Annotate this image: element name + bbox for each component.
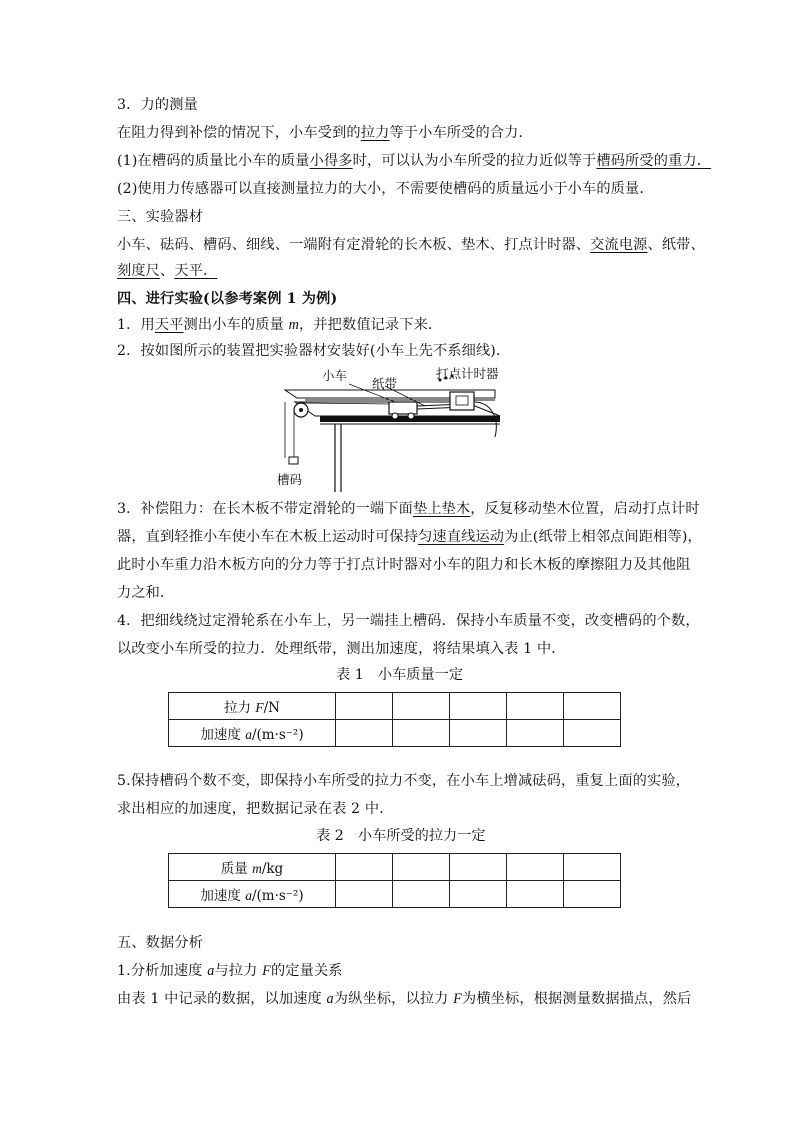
step-5-line2: 求出相应的加速度，把数据记录在表 2 中． <box>117 801 394 817</box>
section-title-force-measurement: 3．力的测量 <box>117 97 198 113</box>
cart-icon <box>389 402 417 414</box>
step-1: 1．用天平测出小车的质量 m，并把数值记录下来． <box>117 317 443 333</box>
table2-row-acceleration <box>169 881 621 908</box>
table1 <box>168 692 621 747</box>
table-cell <box>507 854 564 881</box>
table-cell <box>450 693 507 720</box>
step-3-line3: 此时小车重力沿木板方向的分力等于打点计时器对小车的阻力和长木板的摩擦阻力及其他阻 <box>117 557 691 573</box>
step-3-line2: 器，直到轻推小车使小车在木板上运动时可保持匀速直线运动为止(纸带上相邻点间距相等)， <box>117 529 702 545</box>
table2-row-mass <box>169 854 621 881</box>
table-cell <box>507 693 564 720</box>
table-cell <box>450 854 507 881</box>
table-cell <box>336 854 393 881</box>
timer-icon <box>450 392 474 410</box>
equipment-list-line2: 刻度尺、天平． <box>117 263 218 279</box>
section-title-equipment: 三、实验器材 <box>117 209 204 225</box>
paragraph-condition-1: (1)在槽码的质量比小车的质量小得多时，可以认为小车所受的拉力近似等于槽码所受的重力． <box>117 153 712 169</box>
table-cell <box>564 693 621 720</box>
table1-force-header: 拉力 F/N <box>169 693 336 720</box>
table2-caption: 表 2 小车所受的拉力一定 <box>316 828 486 844</box>
hanging-weight-icon <box>289 457 298 464</box>
step-4-line1: 4．把细线绕过定滑轮系在小车上，另一端挂上槽码．保持小车质量不变，改变槽码的个数， <box>117 613 700 629</box>
analysis-paragraph: 由表 1 中记录的数据，以加速度 a为纵坐标，以拉力 F为横坐标，根据测量数据描点，然后 <box>117 991 692 1007</box>
step-4-line2: 以改变小车所受的拉力．处理纸带，测出加速度，将结果填入表 1 中． <box>117 641 566 657</box>
step-3-line4: 力之和． <box>117 585 175 601</box>
table-cell <box>564 881 621 908</box>
step-5-line1: 5.保持槽码个数不变，即保持小车所受的拉力不变，在小车上增减砝码，重复上面的实验， <box>117 773 691 789</box>
table-cell <box>393 854 450 881</box>
table-cell <box>450 881 507 908</box>
table1-caption: 表 1 小车质量一定 <box>336 667 464 683</box>
table2 <box>168 853 621 908</box>
equipment-list-line1: 小车、砝码、槽码、细线、一端附有定滑轮的长木板、垫木、打点计时器、交流电源、纸带、 <box>117 237 705 253</box>
section-title-procedure: 四、进行实验(以参考案例 1 为例) <box>117 291 338 307</box>
paragraph-condition-2: (2)使用力传感器可以直接测量拉力的大小，不需要使槽码的质量远小于小车的质量． <box>117 181 654 197</box>
table-cell <box>393 881 450 908</box>
table2-acceleration-header: 加速度 a/(m·s⁻²) <box>169 881 336 908</box>
analysis-subtitle-1: 1.分析加速度 a与拉力 F的定量关系 <box>117 963 343 979</box>
table1-acceleration-header: 加速度 a/(m·s⁻²) <box>169 720 336 747</box>
table-cell <box>336 881 393 908</box>
table-cell <box>564 720 621 747</box>
paragraph-balanced-friction: 在阻力得到补偿的情况下，小车受到的拉力等于小车所受的合力． <box>117 125 533 141</box>
label-timer: 打点计时器 <box>436 366 499 381</box>
table-cell <box>507 881 564 908</box>
table-cell <box>336 693 393 720</box>
table-cell <box>450 720 507 747</box>
table1-row-acceleration <box>169 720 621 747</box>
label-tape: 纸带 <box>372 376 398 391</box>
table-cell <box>507 720 564 747</box>
label-car: 小车 <box>322 368 348 383</box>
section-title-analysis: 五、数据分析 <box>117 935 204 951</box>
step-2: 2．按如图所示的装置把实验器材安装好(小车上先不系细线)． <box>117 343 511 359</box>
table-cell <box>564 854 621 881</box>
table-cell <box>393 720 450 747</box>
table-cell <box>336 720 393 747</box>
apparatus-figure <box>165 362 505 492</box>
step-3-line1: 3．补偿阻力：在长木板不带定滑轮的一端下面垫上垫木，反复移动垫木位置，启动打点计时 <box>117 501 700 517</box>
table2-mass-header: 质量 m/kg <box>169 854 336 881</box>
label-weight: 槽码 <box>277 472 303 487</box>
table1-row-force <box>169 693 621 720</box>
table-cell <box>393 693 450 720</box>
